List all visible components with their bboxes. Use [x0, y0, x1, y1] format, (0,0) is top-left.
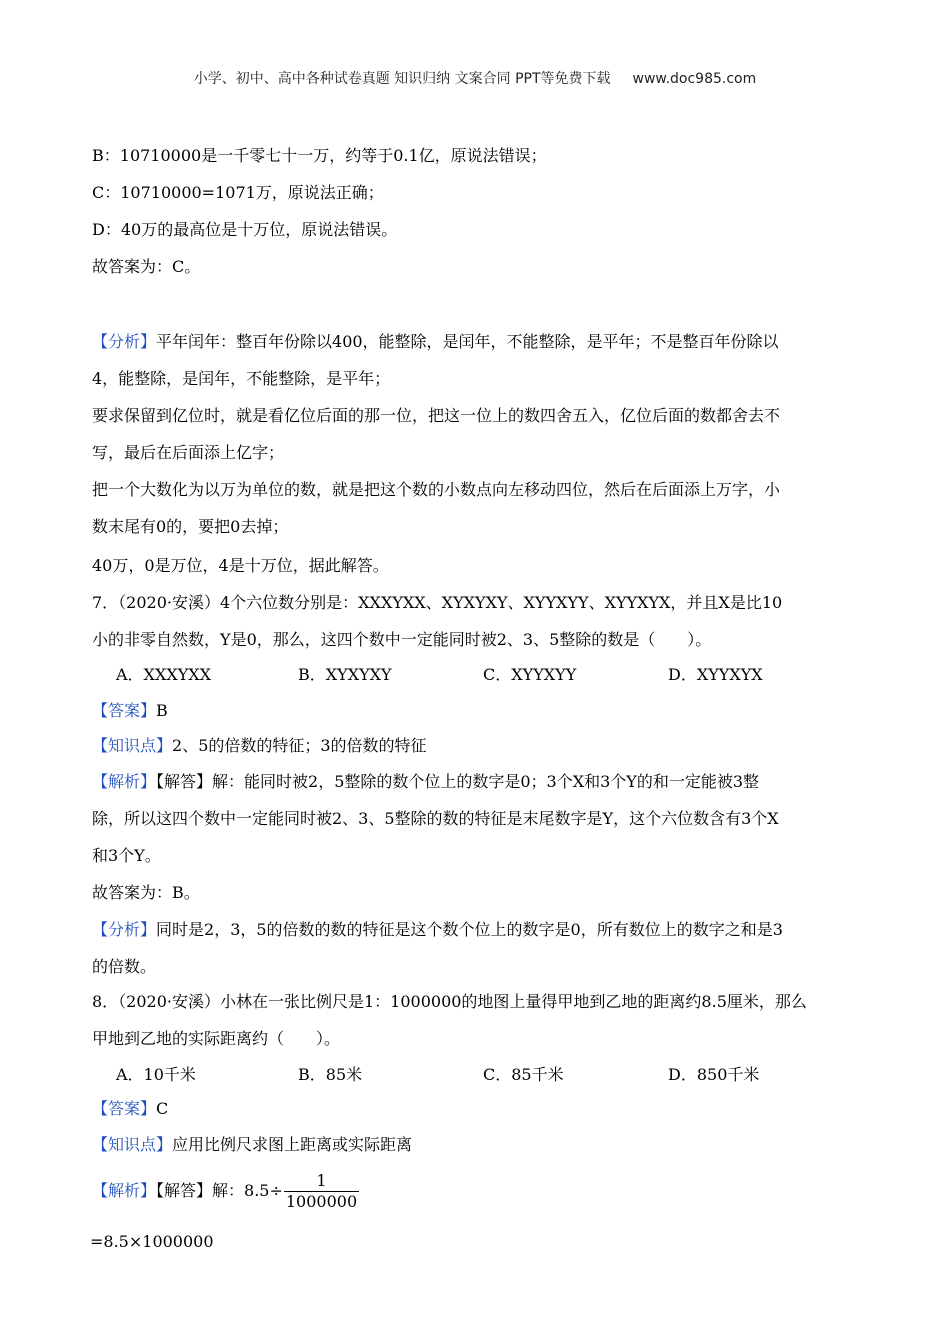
q8-solution-line-1: 【解析】【解答】解：8.5÷ $\frac{1}{1000000}$ [92, 1171, 358, 1211]
solution-tag: 【解析】 [92, 772, 157, 791]
q7-analysis-line-2: 的倍数。 [92, 957, 157, 976]
header-url[interactable]: www.doc985.com [632, 71, 757, 87]
q8-calc-line: =8.5×1000000 [90, 1232, 214, 1251]
q7-answer-line: 故答案为：B。 [92, 883, 200, 902]
analysis-tag: 【分析】 [92, 332, 157, 351]
q7-stem-line-2: 小的非零自然数，Y是0，那么，这四个数中一定能同时被2、3、5整除的数是（ ）。 [92, 630, 712, 649]
q7-answer: 【答案】B [92, 701, 168, 720]
q7-analysis-line-1: 【分析】同时是2，3，5的倍数的数的特征是这个数个位上的数字是0，所有数位上的数字之和是3 [92, 920, 783, 939]
solution-tag: 【解析】 [92, 1181, 157, 1200]
q8-knowledge: 【知识点】应用比例尺求图上距离或实际距离 [92, 1135, 413, 1154]
prev-analysis-line-7: 40万，0是万位，4是十万位，据此解答。 [92, 556, 389, 575]
fraction-numerator: 1 [284, 1171, 359, 1192]
prev-analysis-line-3: 要求保留到亿位时，就是看亿位后面的那一位，把这一位上的数四舍五入，亿位后面的数都舍去不 [92, 406, 781, 425]
q8-option-a: A．10千米 [116, 1065, 196, 1084]
q7-stem-line-1: 7．（2020·安溪）4个六位数分别是：XXXYXX、XYXYXY、XYYXYY、XYYXYX，并且X是比10 [92, 593, 783, 612]
option-b-explanation: B：10710000是一千零七十一万，约等于0.1亿，原说法错误； [92, 146, 547, 165]
q7-option-a: A．XXXYXX [116, 665, 212, 684]
analysis-tag: 【分析】 [92, 920, 157, 939]
fraction [284, 1171, 359, 1212]
prev-analysis-line-2: 4，能整除，是闰年，不能整除，是平年； [92, 369, 391, 388]
knowledge-tag: 【知识点】 [92, 736, 173, 755]
option-c-explanation: C：10710000=1071万，原说法正确； [92, 183, 384, 202]
q8-answer: 【答案】C [92, 1099, 169, 1118]
page-header [0, 68, 950, 88]
q7-option-d: D．XYYXYX [668, 665, 763, 684]
prev-answer-line: 故答案为：C。 [92, 257, 201, 276]
q7-option-b: B．XYXYXY [298, 665, 392, 684]
prev-analysis-line-4: 写，最后在后面添上亿字； [92, 443, 285, 462]
q7-solution-line-3: 和3个Y。 [92, 846, 161, 865]
q8-option-c: C．85千米 [483, 1065, 564, 1084]
answer-tag: 【答案】 [92, 1099, 157, 1118]
fraction-denominator: 1000000 [285, 1192, 358, 1211]
q8-stem-line-2: 甲地到乙地的实际距离约（ ）。 [92, 1029, 341, 1048]
prev-analysis-line-1: 【分析】平年闰年：整百年份除以400，能整除，是闰年，不能整除，是平年；不是整百年份除以 [92, 332, 779, 351]
prev-analysis-line-6: 数末尾有0的，要把0去掉； [92, 517, 289, 536]
prev-analysis-line-5: 把一个大数化为以万为单位的数，就是把这个数的小数点向左移动四位，然后在后面添上万字，小 [92, 480, 781, 499]
answer-tag: 【答案】 [92, 701, 157, 720]
q8-option-b: B．85米 [298, 1065, 363, 1084]
q7-solution-line-2: 除，所以这四个数中一定能同时被2、3、5整除的数的特征是末尾数字是Y，这个六位数含有3个X [92, 809, 779, 828]
option-d-explanation: D：40万的最高位是十万位，原说法错误。 [92, 220, 398, 239]
header-text: 小学、初中、高中各种试卷真题 知识归纳 文案合同 PPT等免费下载 [193, 71, 611, 87]
q8-stem-line-1: 8．（2020·安溪）小林在一张比例尺是1：1000000的地图上量得甲地到乙地的距离约8.5厘米，那么 [92, 992, 807, 1011]
knowledge-tag: 【知识点】 [92, 1135, 173, 1154]
q7-solution-line-1: 【解析】【解答】解：能同时被2，5整除的数个位上的数字是0；3个X和3个Y的和一定能被3整 [92, 772, 760, 791]
q7-knowledge: 【知识点】2、5的倍数的特征；3的倍数的特征 [92, 736, 427, 755]
q8-option-d: D．850千米 [668, 1065, 760, 1084]
q7-option-c: C．XYYXYY [483, 665, 577, 684]
